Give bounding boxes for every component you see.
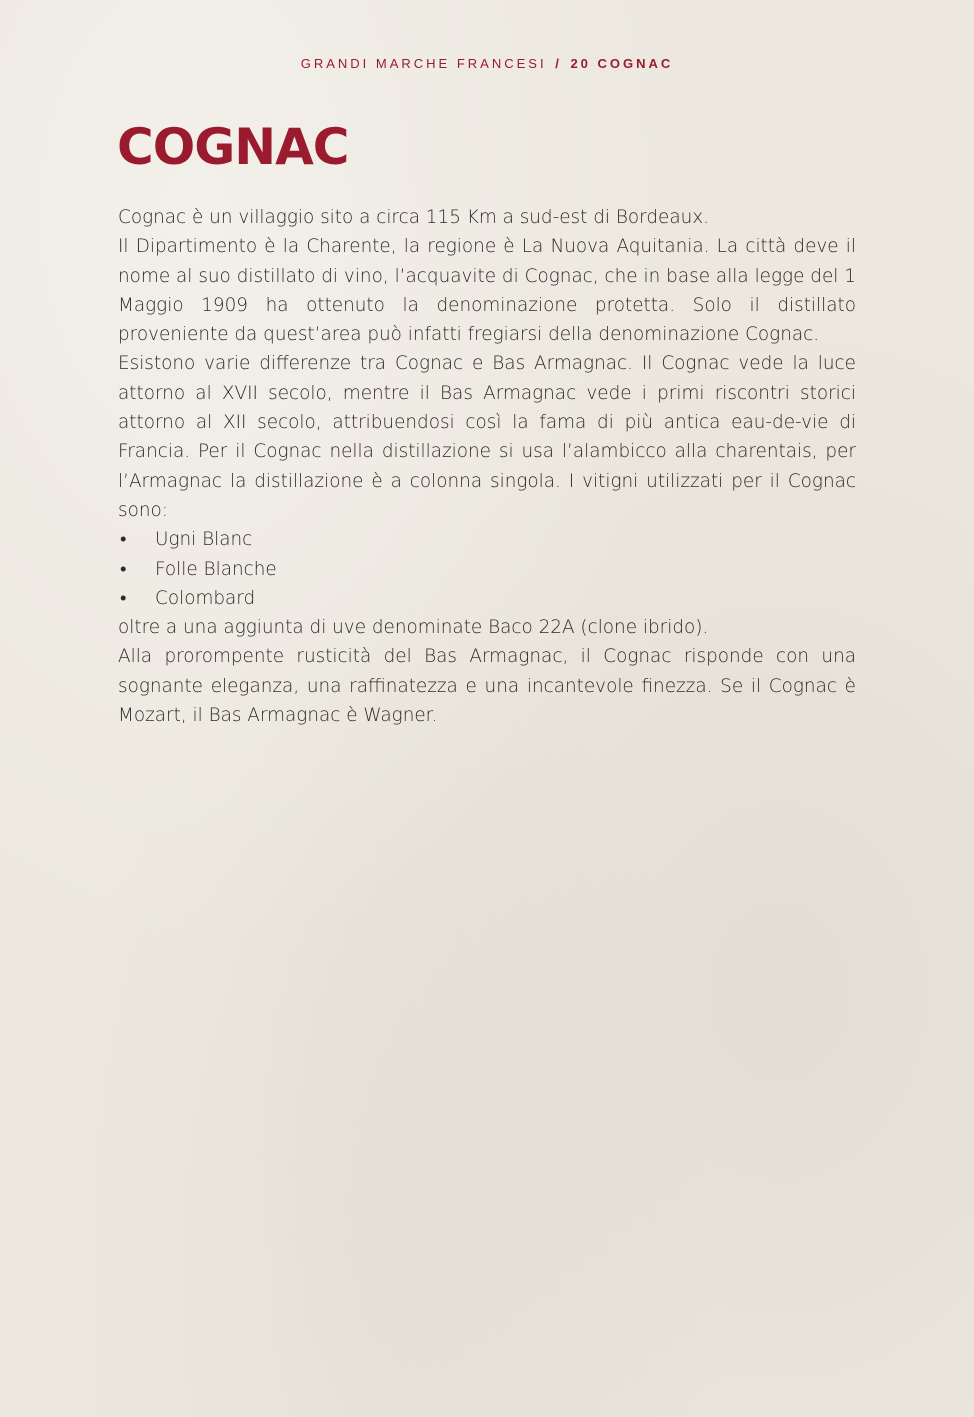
- bullet-icon: •: [120, 587, 127, 609]
- body-text: [118, 203, 856, 730]
- grape-name: Ugni Blanc: [155, 529, 253, 551]
- paragraph-conclusion: Alla prorompente rusticità del Bas Armagnac, il Cognac risponde con una sognante eleganza, una raffinatezza e una incantevole finezza. Se il Cognac è Mozart, il Bas Armagnac è Wagner.: [118, 646, 856, 727]
- header-chapter: 20 COGNAC: [570, 56, 674, 71]
- running-header: [0, 56, 974, 71]
- paragraph-differences: Esistono varie differenze tra Cognac e Bas Armagnac. Il Cognac vede la luce attorno al XVII secolo, mentre il Bas Armagnac vede i primi riscontri storici attorno al XII secolo, attribuendosi così la fama di più antica eau-de-vie di Francia. Per il Cognac nella distillazione si usa l’alambicco alla charentais, per l’Armagnac la distillazione è a colonna singola. I vitigni utilizzati per il Cognac sono:: [118, 353, 856, 521]
- bullet-icon: •: [120, 529, 127, 551]
- header-separator: /: [555, 56, 562, 71]
- grape-list-item: [118, 525, 856, 554]
- header-section: GRANDI MARCHE FRANCESI: [300, 56, 547, 71]
- paragraph-baco: oltre a una aggiunta di uve denominate Baco 22A (clone ibrido).: [118, 617, 709, 639]
- grape-list: [118, 525, 856, 613]
- paragraph-intro: Cognac è un villaggio sito a circa 115 Km a sud-est di Bordeaux.: [118, 207, 709, 228]
- grape-name: Colombard: [155, 587, 256, 609]
- grape-name: Folle Blanche: [155, 558, 277, 580]
- grape-list-item: [118, 584, 856, 613]
- page-title: COGNAC: [117, 118, 349, 176]
- grape-list-item: [118, 555, 856, 584]
- bullet-icon: •: [120, 558, 127, 580]
- paragraph-department: Il Dipartimento è la Charente, la regione è La Nuova Aquitania. La città deve il nome al suo distillato di vino, l’acquavite di Cognac, che in base alla legge del 1 Maggio 1909 ha ottenuto la denominazione protetta. Solo il distillato proveniente da quest’area può infatti fregiarsi della denominazione Cognac.: [118, 236, 856, 346]
